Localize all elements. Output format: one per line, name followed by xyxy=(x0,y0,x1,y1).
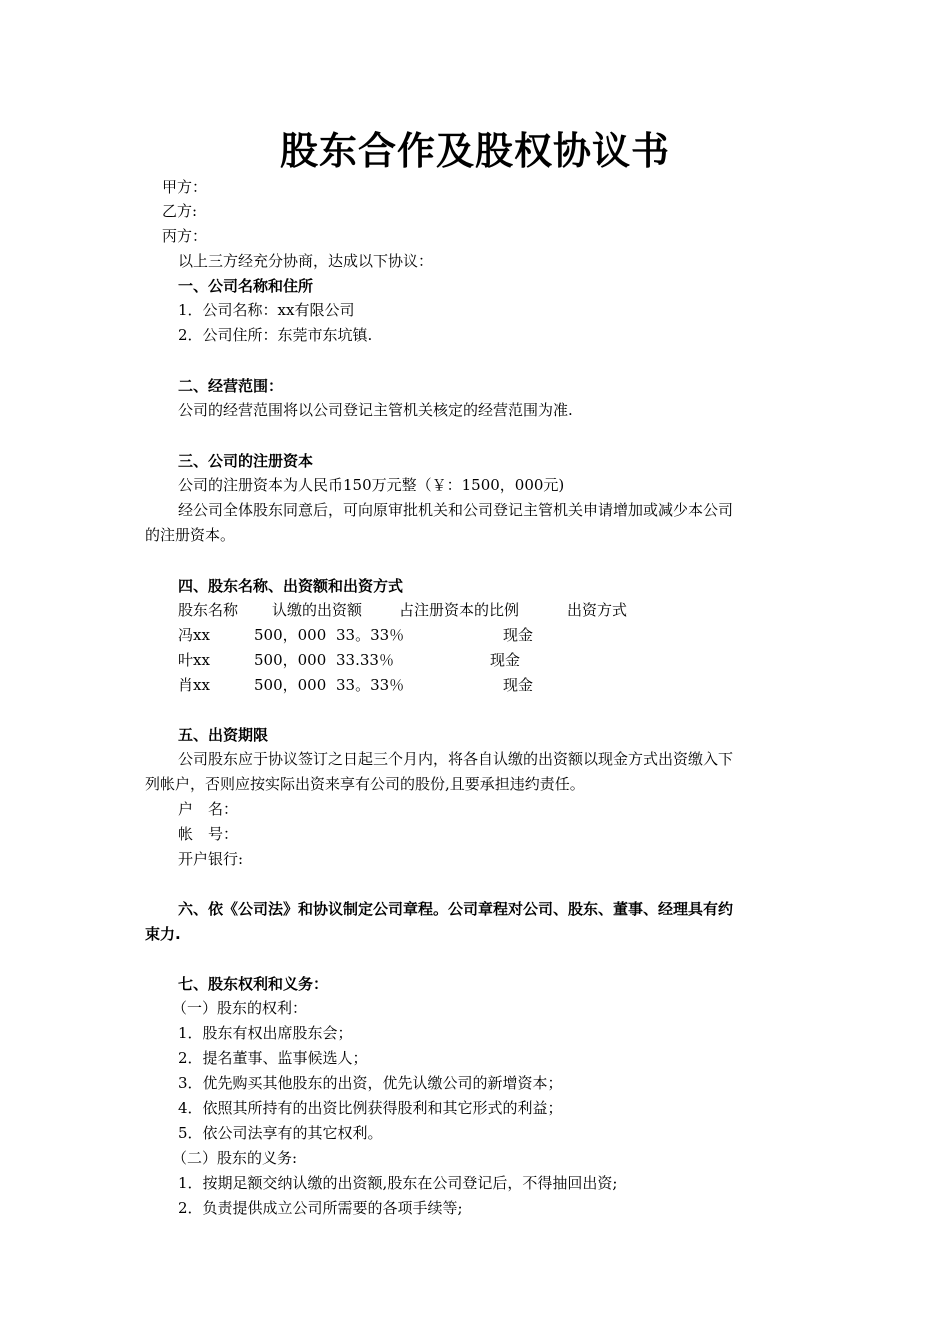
rights-heading: （一）股东的权利： xyxy=(172,999,308,1017)
row-ratio: 33.33％ xyxy=(336,651,394,669)
table-header-name: 股东名称 xyxy=(178,601,239,619)
payment-deadline-text: 公司股东应于协议签订之日起三个月内，将各自认缴的出资额以现金方式出资缴入下 xyxy=(178,750,734,768)
row-amount: 500，000 xyxy=(254,626,327,644)
company-address-line: 2．公司住所：东莞市东坑镇. xyxy=(178,326,373,344)
section-6-heading: 六、依《公司法》和协议制定公司章程。公司章程对公司、股东、董事、经理具有约 xyxy=(178,900,734,918)
row-amount: 500，000 xyxy=(254,676,327,694)
party-a-label: 甲方： xyxy=(162,178,208,196)
party-b-label: 乙方: xyxy=(162,202,198,220)
row-method: 现金 xyxy=(503,676,534,694)
row-method: 现金 xyxy=(490,651,521,669)
row-name: 肖xx xyxy=(178,676,210,694)
document-title: 股东合作及股权协议书 xyxy=(279,128,670,173)
list-item: 2．负责提供成立公司所需要的各项手续等; xyxy=(178,1199,463,1217)
party-c-label: 丙方： xyxy=(162,227,208,245)
table-header-amount: 认缴的出资额 xyxy=(272,601,363,619)
row-ratio: 33。33％ xyxy=(336,626,405,644)
row-ratio: 33。33％ xyxy=(336,676,405,694)
list-item: 3．优先购买其他股东的出资，优先认缴公司的新增资本； xyxy=(178,1074,563,1092)
registered-capital-text: 公司的注册资本为人民币150万元整（￥：1500，000元) xyxy=(178,476,565,494)
payment-deadline-text-cont: 列帐户，否则应按实际出资来享有公司的股份,且要承担违约责任。 xyxy=(145,775,585,793)
list-item: 5．依公司法享有的其它权利。 xyxy=(178,1124,383,1142)
business-scope-text: 公司的经营范围将以公司登记主管机关核定的经营范围为准. xyxy=(178,401,573,419)
section-1-heading: 一、公司名称和住所 xyxy=(178,277,314,295)
section-5-heading: 五、出资期限 xyxy=(178,726,269,744)
table-header-ratio: 占注册资本的比例 xyxy=(399,601,520,619)
row-amount: 500，000 xyxy=(254,651,327,669)
capital-change-text: 经公司全体股东同意后，可向原审批机关和公司登记主管机关申请增加或减少本公司 xyxy=(178,501,734,519)
list-item: 2．提名董事、监事候选人； xyxy=(178,1049,368,1067)
section-7-heading: 七、股东权利和义务： xyxy=(178,975,329,993)
list-item: 1．股东有权出席股东会； xyxy=(178,1024,353,1042)
company-name-line: 1．公司名称：xx有限公司 xyxy=(178,301,355,319)
list-item: 1．按期足额交纳认缴的出资额,股东在公司登记后，不得抽回出资; xyxy=(178,1174,618,1192)
section-6-heading-cont: 束力. xyxy=(145,925,181,943)
section-3-heading: 三、公司的注册资本 xyxy=(178,452,314,470)
intro-text: 以上三方经充分协商，达成以下协议： xyxy=(178,252,434,270)
list-item: 4．依照其所持有的出资比例获得股利和其它形式的利益； xyxy=(178,1099,563,1117)
section-4-heading: 四、股东名称、出资额和出资方式 xyxy=(178,577,404,595)
section-2-heading: 二、经营范围： xyxy=(178,377,284,395)
table-header-method: 出资方式 xyxy=(567,601,628,619)
capital-change-text-cont: 的注册资本。 xyxy=(145,526,236,544)
row-method: 现金 xyxy=(503,626,534,644)
account-number-label: 帐 号： xyxy=(178,825,239,843)
row-name: 冯xx xyxy=(178,626,210,644)
account-name-label: 户 名： xyxy=(178,800,239,818)
bank-label: 开户银行: xyxy=(178,850,244,868)
duties-heading: （二）股东的义务: xyxy=(172,1149,298,1167)
row-name: 叶xx xyxy=(178,651,210,669)
